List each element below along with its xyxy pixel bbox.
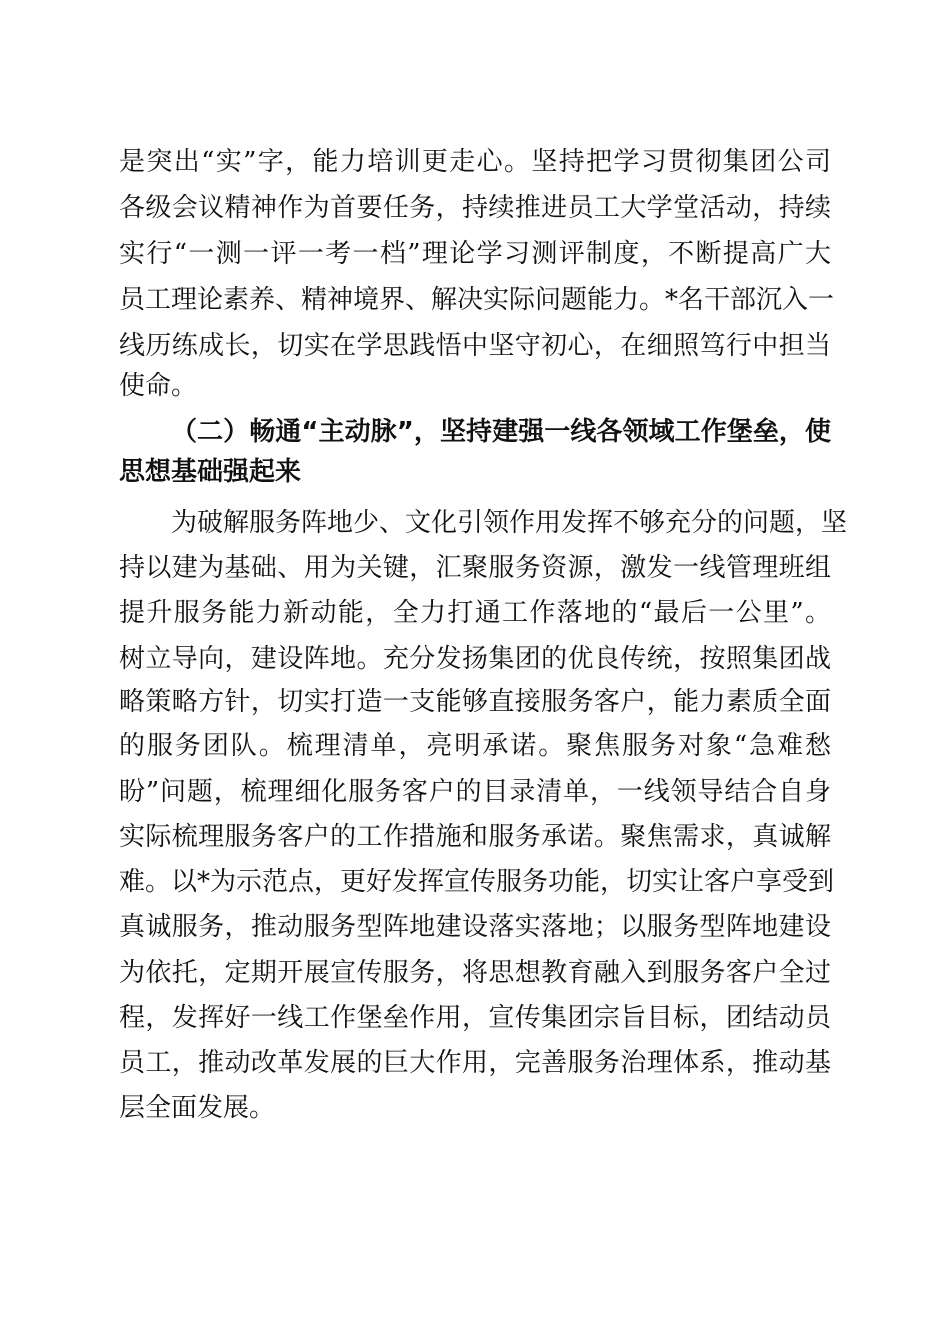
paragraph-line: 员工，推动改革发展的巨大作用，完善服务治理体系，推动基 xyxy=(119,1048,831,1078)
paragraph-line: 为破解服务阵地少、文化引领作用发挥不够充分的问题，坚 xyxy=(171,508,848,538)
paragraph-line: 实际梳理服务客户的工作措施和服务承诺。聚焦需求，真诚解 xyxy=(119,822,831,852)
paragraph-line: 提升服务能力新动能，全力打通工作落地的“最后一公里”。 xyxy=(119,598,831,628)
paragraph-line: 持以建为基础、用为关键，汇聚服务资源，激发一线管理班组 xyxy=(119,553,831,583)
paragraph-line: 的服务团队。梳理清单，亮明承诺。聚焦服务对象“急难愁 xyxy=(119,731,831,761)
paragraph-line: 难。以*为示范点，更好发挥宣传服务功能，切实让客户享受到 xyxy=(119,867,835,897)
paragraph-line: 层全面发展。 xyxy=(119,1093,276,1123)
paragraph-line: 实行“一测一评一考一档”理论学习测评制度，不断提高广大 xyxy=(119,239,831,269)
paragraph-line: 线历练成长，切实在学思践悟中坚守初心，在细照笃行中担当 xyxy=(119,331,831,361)
paragraph-line: 盼”问题，梳理细化服务客户的目录清单，一线领导结合自身 xyxy=(119,777,831,807)
paragraph-line: 略策略方针，切实打造一支能够直接服务客户，能力素质全面 xyxy=(119,687,831,717)
paragraph-line: 是突出“实”字，能力培训更走心。坚持把学习贯彻集团公司 xyxy=(119,147,831,177)
paragraph-line: 真诚服务，推动服务型阵地建设落实落地；以服务型阵地建设 xyxy=(119,912,831,942)
paragraph-line: 程，发挥好一线工作堡垒作用，宣传集团宗旨目标，团结动员 xyxy=(119,1003,831,1033)
paragraph-line: 树立导向，建设阵地。充分发扬集团的优良传统，按照集团战 xyxy=(119,644,831,674)
section-heading: （二）畅通“主动脉”，坚持建强一线各领域工作堡垒，使 xyxy=(171,417,831,447)
section-heading: 思想基础强起来 xyxy=(119,457,302,487)
paragraph-line: 各级会议精神作为首要任务，持续推进员工大学堂活动，持续 xyxy=(119,193,831,223)
paragraph-line: 为依托，定期开展宣传服务，将思想教育融入到服务客户全过 xyxy=(119,958,831,988)
paragraph-line: 员工理论素养、精神境界、解决实际问题能力。*名干部沉入一 xyxy=(119,285,835,315)
paragraph-line: 使命。 xyxy=(119,371,198,401)
